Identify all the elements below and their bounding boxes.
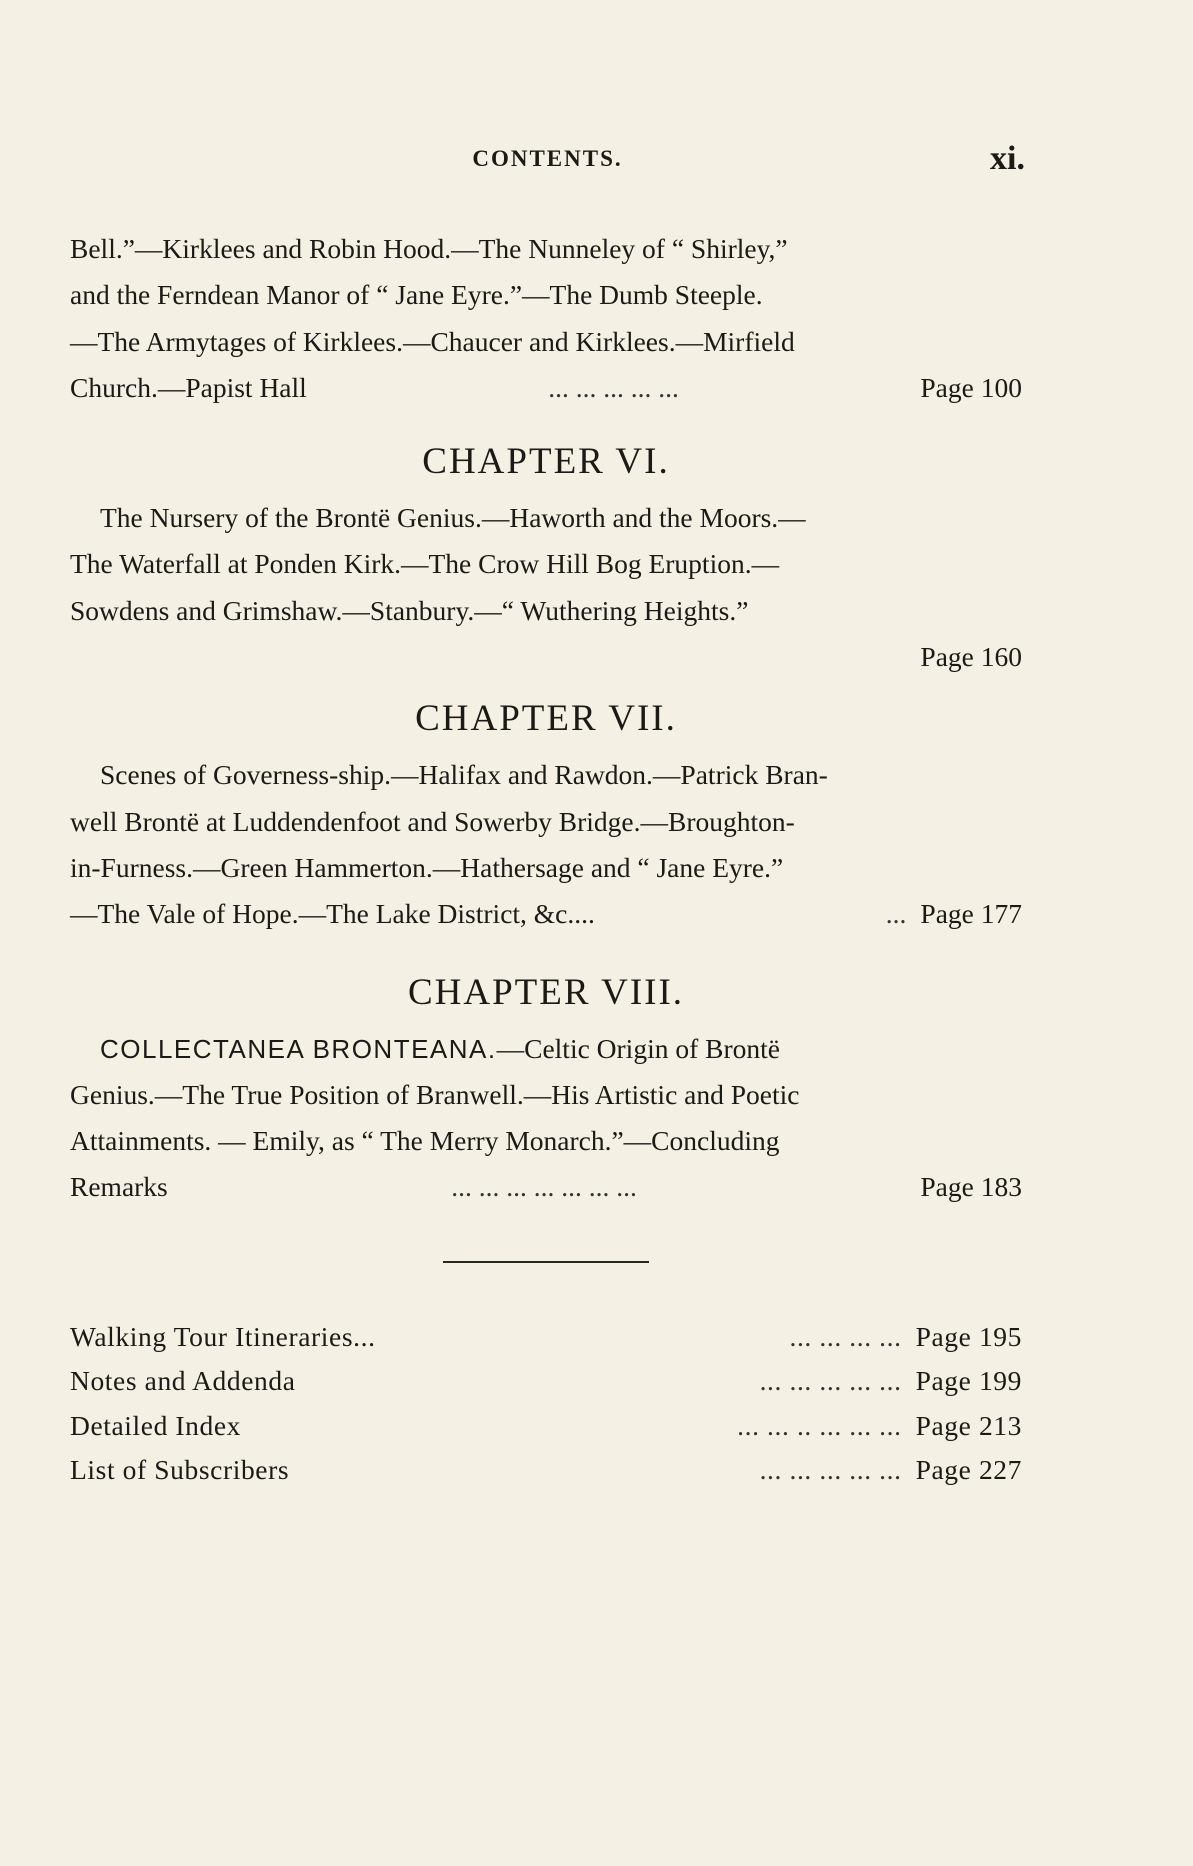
summary-line: Bell.”—Kirklees and Robin Hood.—The Nunneley of “ Shirley,” (70, 233, 788, 264)
page-reference: Page 213 (915, 1409, 1022, 1441)
summary-line: The Waterfall at Ponden Kirk.—The Crow Hill Bog Eruption.— (70, 548, 780, 580)
summary-line: —The Armytages of Kirklees.—Chaucer and Kirklees.—Mirfield (70, 325, 795, 357)
collectanea-title: COLLECTANEA BRONTEANA. (100, 1033, 497, 1064)
chapter-7-heading: CHAPTER VII. (415, 698, 677, 740)
summary-last-text: —The Vale of Hope.—The Lake District, &c.... (70, 898, 595, 930)
chapter-5-summary (70, 226, 1022, 411)
page-number: xi. (990, 140, 1025, 177)
chapter-7-summary (70, 752, 1022, 937)
summary-line: in-Furness.—Green Hammerton.—Hathersage and “ Jane Eyre.” (70, 851, 784, 883)
summary-line: Genius.—The True Position of Branwell.—His Artistic and Poetic (70, 1078, 800, 1110)
entry-title: List of Subscribers (70, 1454, 290, 1486)
page-reference: Page 160 (920, 641, 1022, 673)
back-matter-list (70, 1315, 1022, 1493)
chapter-6-heading: CHAPTER VI. (422, 441, 670, 483)
summary-line: The Nursery of the Brontë Genius.—Haworth and the Moors.— (100, 502, 806, 534)
entry-title: Walking Tour Itineraries... (70, 1320, 376, 1352)
summary-last-text: Remarks (70, 1171, 168, 1203)
summary-line: and the Ferndean Manor of “ Jane Eyre.”—The Dumb Steeple. (70, 279, 763, 311)
leader-dots: ... ... ... ... ... (759, 1454, 902, 1486)
page-reference: Page 183 (920, 1171, 1022, 1203)
page-reference: Page 100 (920, 371, 1022, 403)
summary-line: well Brontë at Luddendenfoot and Sowerby Bridge.—Broughton- (70, 805, 795, 837)
page-reference: Page 195 (915, 1320, 1022, 1352)
back-matter-row (70, 1315, 1022, 1360)
summary-last-line (70, 365, 1022, 411)
summary-text: —Celtic Origin of Brontë (496, 1032, 780, 1064)
summary-line: Sowdens and Grimshaw.—Stanbury.—“ Wuthering Heights.” (70, 594, 749, 626)
entry-title: Notes and Addenda (70, 1365, 296, 1397)
entry-title: Detailed Index (70, 1409, 242, 1441)
running-title: CONTENTS. (472, 146, 623, 171)
leader-dots: ... (885, 898, 907, 930)
leader-dots: ... ... ... ... (789, 1320, 902, 1352)
summary-last-text: Church.—Papist Hall (70, 371, 307, 403)
running-head (70, 140, 1025, 180)
chapter-6-summary (70, 495, 1022, 680)
summary-line: Scenes of Governess-ship.—Halifax and Rawdon.—Patrick Bran- (100, 759, 828, 791)
back-matter-row (70, 1448, 1022, 1493)
leader-dots: ... ... ... ... ... (759, 1365, 902, 1397)
chapter-8-summary (70, 1026, 1022, 1211)
page-reference: Page 199 (915, 1365, 1022, 1397)
leader-dots: ... ... .. ... ... ... (737, 1409, 902, 1441)
summary-last-line (70, 1164, 1022, 1210)
section-divider (443, 1261, 649, 1263)
summary-last-line (70, 891, 1022, 937)
page-reference: Page 227 (915, 1454, 1022, 1486)
contents-body (70, 226, 1022, 1493)
back-matter-row (70, 1404, 1022, 1449)
leader-dots: ... ... ... ... ... ... ... (451, 1171, 637, 1203)
summary-line (70, 1026, 1022, 1072)
page-reference: Page 177 (920, 898, 1022, 930)
summary-line: Attainments. — Emily, as “ The Merry Monarch.”—Concluding (70, 1125, 780, 1157)
chapter-8-heading: CHAPTER VIII. (407, 971, 685, 1013)
leader-dots: ... ... ... ... ... (548, 371, 679, 403)
back-matter-row (70, 1359, 1022, 1404)
